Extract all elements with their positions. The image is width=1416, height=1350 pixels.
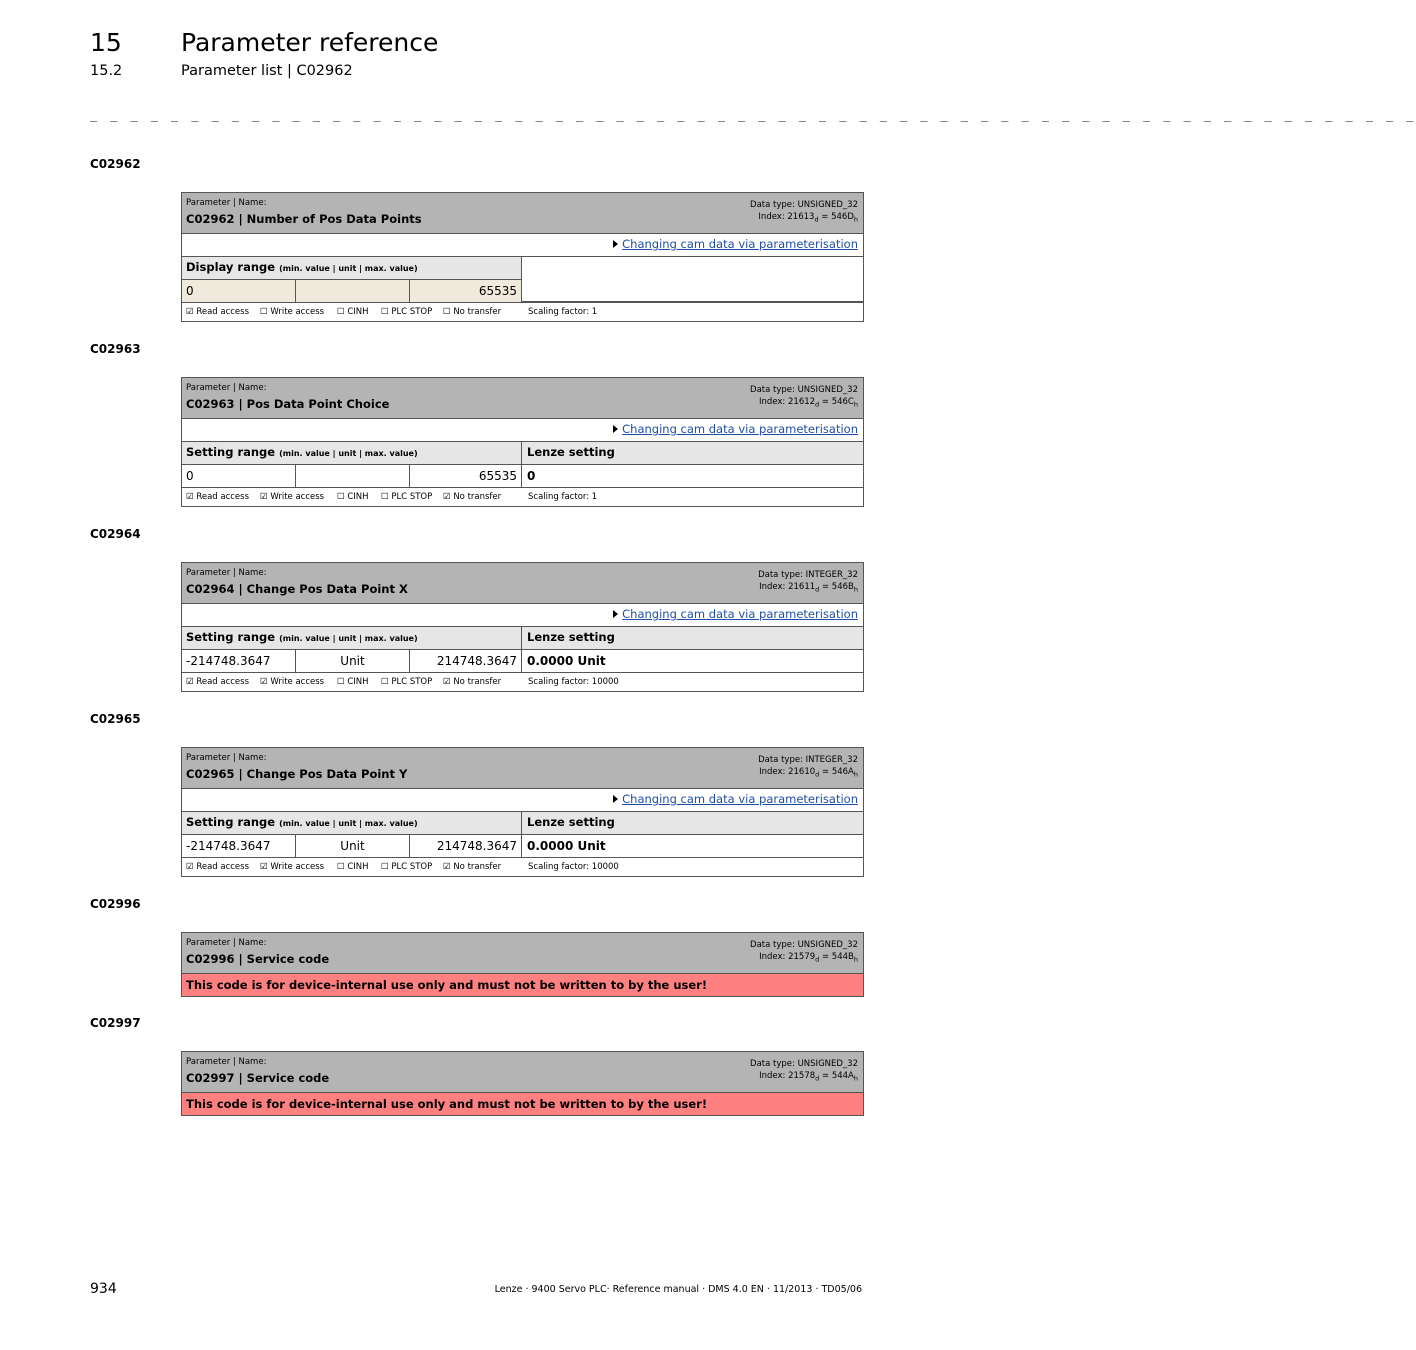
flag-cinh: ☐ CINH — [337, 307, 369, 317]
section-heading-c02962: C02962 — [90, 157, 141, 171]
param-table-c02963 — [181, 377, 864, 507]
param-index: Index: $21578_d = 544A_h$ — [759, 1071, 858, 1083]
header-dash-separator: _ _ _ _ _ _ _ _ _ _ _ _ _ _ _ _ _ _ _ _ _ _ _ _ _ _ _ _ _ _ _ _ _ _ _ _ _ _ _ _ _ _ _ _ _ _ _ _ _ _ _ _ _ _ _ _ _ _ _ _ _ _ _ _ _ _ — [90, 108, 1416, 122]
value-row — [182, 465, 863, 488]
link-row — [182, 789, 863, 812]
max-value: 214748.3647 — [410, 835, 522, 857]
lenze-setting-header: Lenze setting — [522, 442, 863, 464]
param-header — [182, 378, 863, 419]
range-header-row — [182, 442, 863, 465]
value-row — [182, 650, 863, 673]
unit-value: Unit — [296, 835, 410, 857]
warning-text: This code is for device-internal use only and must not be written to by the user! — [186, 1097, 708, 1111]
arrow-right-icon — [613, 425, 618, 433]
lenze-setting-value: 0.0000 Unit — [527, 654, 606, 668]
range-header-row — [182, 812, 863, 835]
chapter-title: Parameter reference — [181, 28, 439, 57]
flag-write-access: ☐ Write access — [260, 307, 325, 317]
max-value: 214748.3647 — [410, 650, 522, 672]
setting-range-header: Setting range (min. value | unit | max. value) — [182, 812, 522, 834]
arrow-right-icon — [613, 240, 618, 248]
flag-plc-stop: ☐ PLC STOP — [381, 862, 433, 872]
flag-read-access: ☑ Read access — [186, 677, 250, 687]
min-value: 0 — [182, 280, 296, 302]
flag-read-access: ☑ Read access — [186, 307, 250, 317]
flags-row — [182, 303, 863, 321]
param-name: C02962 | Number of Pos Data Points — [186, 212, 422, 226]
link-row — [182, 419, 863, 442]
cam-data-link[interactable]: Changing cam data via parameterisation — [613, 607, 858, 621]
max-value: 65535 — [410, 465, 522, 487]
section-heading-c02996: C02996 — [90, 897, 141, 911]
flag-no-transfer: ☐ No transfer — [443, 307, 502, 317]
data-type: Data type: UNSIGNED_32 — [750, 1059, 858, 1069]
lenze-setting-value: 0.0000 Unit — [527, 839, 606, 853]
param-table-c02965 — [181, 747, 864, 877]
param-table-c02996 — [181, 932, 864, 997]
link-row — [182, 234, 863, 257]
page-number: 934 — [90, 1281, 117, 1297]
param-name: C02997 | Service code — [186, 1071, 330, 1085]
data-type: Data type: UNSIGNED_32 — [750, 940, 858, 950]
arrow-right-icon — [613, 610, 618, 618]
section-number: 15.2 — [90, 63, 123, 79]
setting-range-header: Setting range (min. value | unit | max. value) — [182, 442, 522, 464]
setting-range-header: Setting range (min. value | unit | max. value) — [182, 627, 522, 649]
flag-no-transfer: ☑ No transfer — [443, 677, 502, 687]
section-heading-c02963: C02963 — [90, 342, 141, 356]
flag-plc-stop: ☐ PLC STOP — [381, 307, 433, 317]
cam-data-link[interactable]: Changing cam data via parameterisation — [613, 792, 858, 806]
param-index: Index: $21611_d = 546B_h$ — [759, 582, 858, 594]
data-type: Data type: UNSIGNED_32 — [750, 200, 858, 210]
cam-data-link[interactable]: Changing cam data via parameterisation — [613, 237, 858, 251]
data-type: Data type: UNSIGNED_32 — [750, 385, 858, 395]
value-row — [182, 280, 863, 303]
param-index: Index: $21610_d = 546A_h$ — [759, 767, 858, 779]
min-value: -214748.3647 — [182, 650, 296, 672]
param-name-label: Parameter | Name: — [186, 938, 267, 948]
warning-text: This code is for device-internal use only and must not be written to by the user! — [186, 978, 708, 992]
param-name-label: Parameter | Name: — [186, 753, 267, 763]
param-index: Index: $21613_d = 546D_h$ — [758, 212, 858, 224]
unit-value: Unit — [296, 650, 410, 672]
value-row — [182, 835, 863, 858]
flags-row — [182, 858, 863, 876]
lenze-setting-header: Lenze setting — [522, 627, 863, 649]
unit-value — [296, 465, 410, 487]
param-table-c02962 — [181, 192, 864, 322]
param-header — [182, 1052, 863, 1093]
param-header — [182, 748, 863, 789]
flag-write-access: ☑ Write access — [260, 492, 325, 502]
flag-plc-stop: ☐ PLC STOP — [381, 677, 433, 687]
section-title: Parameter list | C02962 — [181, 63, 353, 79]
display-range-header: Display range (min. value | unit | max. value) — [182, 257, 522, 279]
param-name-label: Parameter | Name: — [186, 383, 267, 393]
scaling-factor: Scaling factor: 10000 — [528, 862, 619, 872]
footer-doc-info: Lenze · 9400 Servo PLC· Reference manual · DMS 4.0 EN · 11/2013 · TD05/06 — [494, 1284, 862, 1295]
warning-row — [182, 1093, 863, 1115]
param-name-label: Parameter | Name: — [186, 568, 267, 578]
flag-no-transfer: ☑ No transfer — [443, 862, 502, 872]
param-name: C02964 | Change Pos Data Point X — [186, 582, 408, 596]
scaling-factor: Scaling factor: 1 — [528, 307, 598, 317]
section-heading-c02964: C02964 — [90, 527, 141, 541]
section-heading-c02965: C02965 — [90, 712, 141, 726]
range-header-row — [182, 627, 863, 650]
param-header — [182, 563, 863, 604]
min-value: 0 — [182, 465, 296, 487]
flags-row — [182, 488, 863, 506]
unit-value — [296, 280, 410, 302]
param-index: Index: $21579_d = 544B_h$ — [759, 952, 858, 964]
param-name: C02963 | Pos Data Point Choice — [186, 397, 390, 411]
param-table-c02997 — [181, 1051, 864, 1116]
warning-row — [182, 974, 863, 996]
param-table-c02964 — [181, 562, 864, 692]
lenze-setting-value: 0 — [527, 469, 536, 483]
param-header — [182, 193, 863, 234]
lenze-setting-header: Lenze setting — [522, 812, 863, 834]
section-heading-c02997: C02997 — [90, 1016, 141, 1030]
flag-plc-stop: ☐ PLC STOP — [381, 492, 433, 502]
arrow-right-icon — [613, 795, 618, 803]
flag-read-access: ☑ Read access — [186, 862, 250, 872]
flag-cinh: ☐ CINH — [337, 862, 369, 872]
param-name-label: Parameter | Name: — [186, 198, 267, 208]
link-row — [182, 604, 863, 627]
param-name-label: Parameter | Name: — [186, 1057, 267, 1067]
cam-data-link[interactable]: Changing cam data via parameterisation — [613, 422, 858, 436]
flag-cinh: ☐ CINH — [337, 677, 369, 687]
flag-cinh: ☐ CINH — [337, 492, 369, 502]
scaling-factor: Scaling factor: 10000 — [528, 677, 619, 687]
chapter-number: 15 — [90, 28, 122, 57]
min-value: -214748.3647 — [182, 835, 296, 857]
range-header-row — [182, 257, 863, 280]
data-type: Data type: INTEGER_32 — [758, 570, 858, 580]
flag-read-access: ☑ Read access — [186, 492, 250, 502]
flag-write-access: ☑ Write access — [260, 677, 325, 687]
param-name: C02996 | Service code — [186, 952, 330, 966]
max-value: 65535 — [410, 280, 522, 302]
flags-row — [182, 673, 863, 691]
data-type: Data type: INTEGER_32 — [758, 755, 858, 765]
flag-write-access: ☑ Write access — [260, 862, 325, 872]
param-header — [182, 933, 863, 974]
param-index: Index: $21612_d = 546C_h$ — [759, 397, 858, 409]
scaling-factor: Scaling factor: 1 — [528, 492, 598, 502]
flag-no-transfer: ☑ No transfer — [443, 492, 502, 502]
param-name: C02965 | Change Pos Data Point Y — [186, 767, 408, 781]
